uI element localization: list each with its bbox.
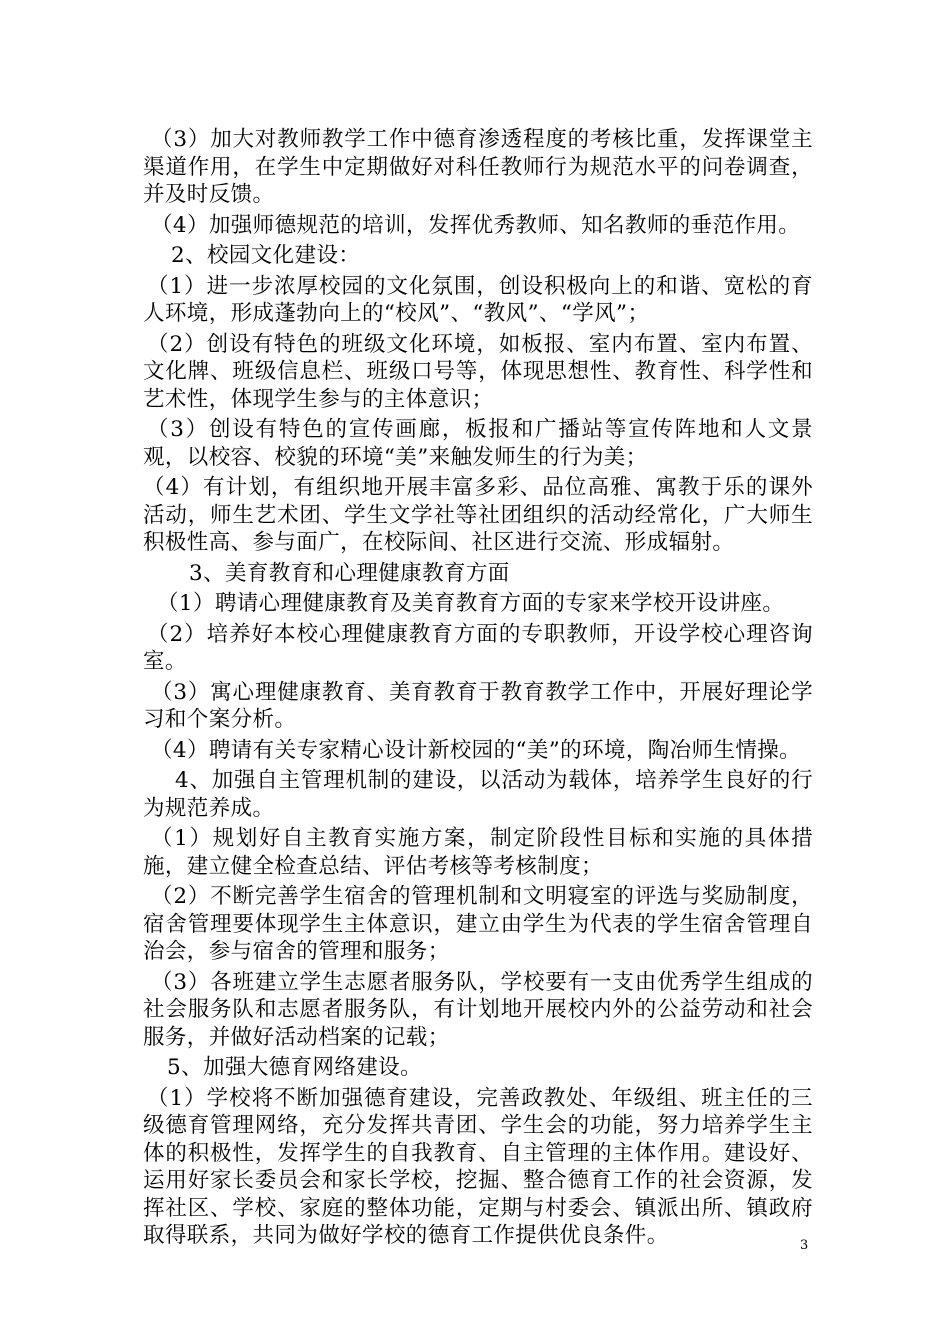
section-heading-moral-network: 5、加强大德育网络建设。	[167, 1055, 422, 1080]
paragraph-extracurricular: （4）有计划，有组织地开展丰富多彩、品位高雅、寓教于乐的课外活动，师生艺术团、学生文学社等社团组织的活动经常化，广大师生积极性高、参与面广，在校际间、社区进行交流、形成辐射。	[143, 475, 813, 555]
paragraph-propaganda-gallery: （3）创设有特色的宣传画廊，板报和广播站等宣传阵地和人文景观，以校容、校貌的环境“美”来触发师生的行为美；	[143, 417, 813, 470]
paragraph-teacher-evaluation: （3）加大对教师教学工作中德育渗透程度的考核比重，发挥课堂主渠道作用，在学生中定期做好对科任教师行为规范水平的问卷调查，并及时反馈。	[143, 127, 813, 207]
paragraph-counselor-training: （2）培养好本校心理健康教育方面的专职教师，开设学校心理咨询室。	[143, 621, 813, 674]
section-heading-campus-culture: 2、校园文化建设：	[171, 243, 361, 268]
paragraph-integrate-teaching: （3）寓心理健康教育、美育教育于教育教学工作中，开展好理论学习和个案分析。	[143, 679, 813, 732]
paragraph-class-culture: （2）创设有特色的班级文化环境，如板报、室内布置、室内布置、文化牌、班级信息栏、班级口号等，体现思想性、教育性、科学性和艺术性，体现学生参与的主体意识；	[143, 331, 813, 412]
paragraph-teacher-ethics-training: （4）加强师德规范的培训，发挥优秀教师、知名教师的垂范作用。	[151, 212, 801, 238]
paragraph-volunteer-service: （3）各班建立学生志愿者服务队，学校要有一支由优秀学生组成的社会服务队和志愿者服务队，有计划地开展校内外的公益劳动和社会服务，并做好活动档案的记载；	[143, 969, 813, 1050]
section-heading-self-management: 4、加强自主管理机制的建设，以活动为载体，培养学生良好的行为规范养成。	[143, 768, 813, 821]
page-number: 3	[800, 1238, 809, 1253]
paragraph-campus-atmosphere: （1）进一步浓厚校园的文化氛围，创设积极向上的和谐、宽松的育人环境，形成蓬勃向上的“校风”、“教风”、“学风”；	[143, 273, 813, 326]
paragraph-campus-design: （4）聘请有关专家精心设计新校园的“美”的环境，陶冶师生情操。	[151, 737, 802, 763]
paragraph-self-education-plan: （1）规划好自主教育实施方案，制定阶段性目标和实施的具体措施，建立健全检查总结、评估考核等考核制度；	[143, 826, 813, 879]
paragraph-dormitory-management: （2）不断完善学生宿舍的管理机制和文明寝室的评选与奖励制度，宿舍管理要体现学生主体意识，建立由学生为代表的学生宿舍管理自治会，参与宿舍的管理和服务；	[143, 884, 813, 964]
paragraph-expert-lectures: （1）聘请心理健康教育及美育教育方面的专家来学校开设讲座。	[157, 591, 785, 616]
section-heading-aesthetic-psych: 3、美育教育和心理健康教育方面	[189, 560, 510, 586]
paragraph-moral-education-network: （1）学校将不断加强德育建设，完善政教处、年级组、班主任的三级德育管理网络，充分发挥共青团、学生会的功能，努力培养学生主体的积极性，发挥学生的自我教育、自主管理的主体作用。建设好、运用好家长委员会和家长学校，挖掘、整合德育工作的社会资源，发挥社区、学校、家庭的整体功能，定期与村委会、镇派出所、镇政府取得联系，共同为做好学校的德育工作提供优良条件。	[143, 1085, 813, 1248]
document-body	[143, 126, 813, 1253]
